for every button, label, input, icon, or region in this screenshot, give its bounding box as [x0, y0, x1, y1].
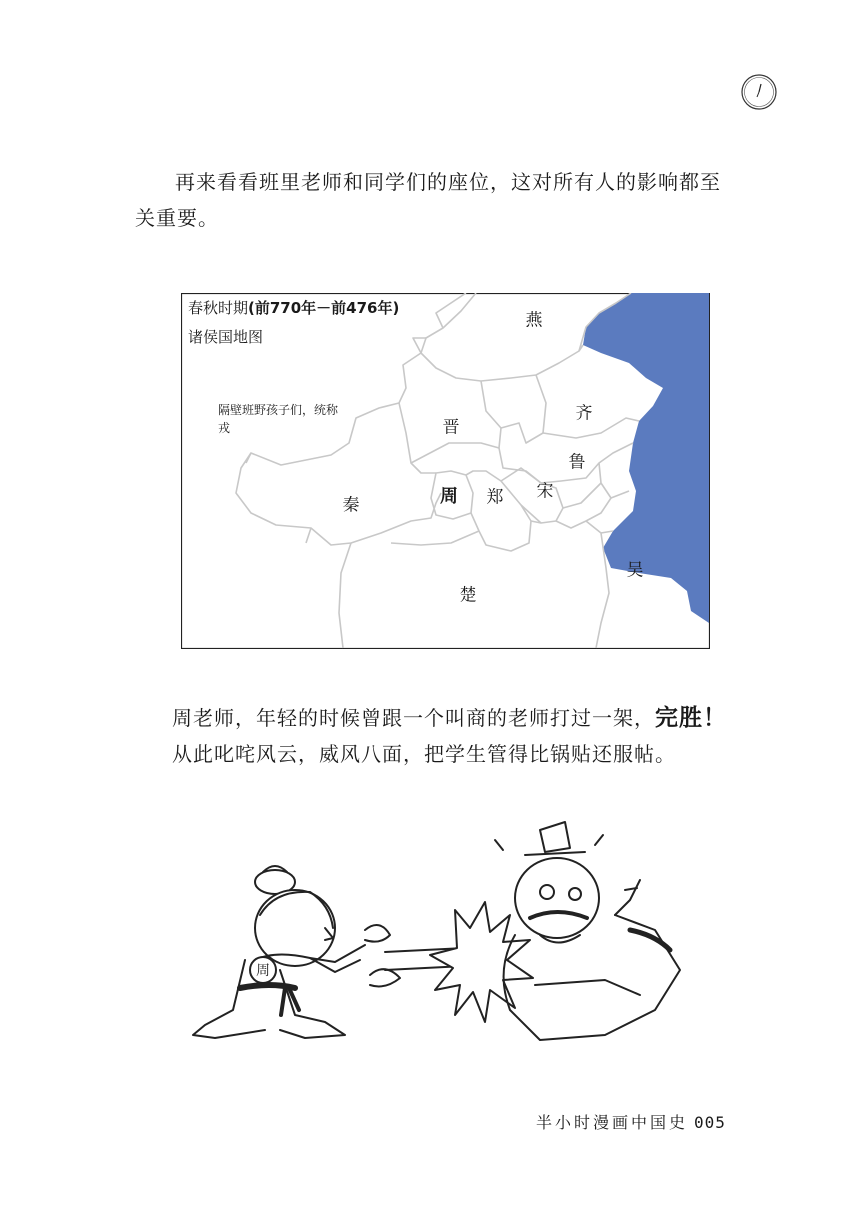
page-footer [536, 1110, 726, 1133]
intro-paragraph: 再来看看班里老师和同学们的座位，这对所有人的影响都至关重要。 [135, 170, 721, 230]
state-label-zheng: 郑 [486, 487, 504, 508]
state-label-qi: 齐 [575, 403, 593, 424]
clock-icon [740, 73, 778, 111]
state-label-jin: 晋 [442, 417, 460, 438]
state-label-chu: 楚 [459, 585, 477, 606]
state-label-zhou: 周 [440, 486, 458, 507]
page-number: 005 [694, 1113, 726, 1132]
story-paragraph: 周老师，年轻的时候曾跟一个叫商的老师打过一架，完胜！ 从此叱咤风云，威风八面，把学生管得比锅贴还服帖。 [172, 705, 727, 766]
state-label-lu: 鲁 [568, 452, 586, 473]
state-label-yan: 燕 [525, 310, 543, 331]
spring-autumn-map [181, 293, 710, 649]
map-subtitle: 诸侯国地图 [188, 328, 264, 346]
state-label-qin: 秦 [342, 495, 360, 516]
zhou-badge-text: 周 [256, 963, 270, 979]
comic-illustration [185, 810, 685, 1055]
state-label-song: 宋 [536, 481, 554, 502]
map-title: 春秋时期(前770年－前476年) [188, 299, 400, 317]
book-title: 半小时漫画中国史 [536, 1113, 689, 1132]
map-note-rong: 隔壁班野孩子们，统称戎 [218, 403, 339, 435]
state-label-wu: 吴 [626, 560, 644, 581]
